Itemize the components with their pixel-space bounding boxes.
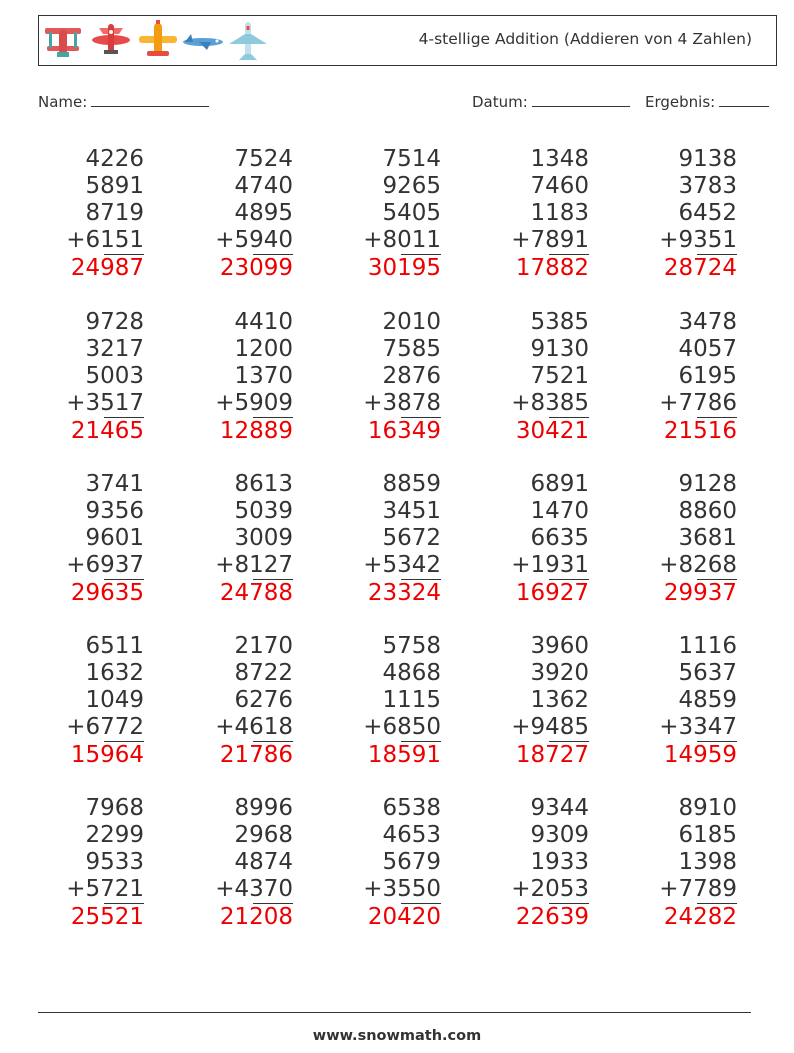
addend-with-plus: +7786 [659, 390, 737, 416]
addition-problem [34, 633, 144, 768]
addition-problem [34, 795, 144, 930]
answer: 16927 [515, 580, 589, 606]
addend: 9265 [382, 173, 441, 199]
addend: 1933 [530, 849, 589, 875]
addend-with-plus: +8385 [511, 390, 589, 416]
date-label: Datum: [472, 93, 528, 111]
answer: 21516 [663, 418, 737, 444]
addend: 2299 [85, 822, 144, 848]
addend: 9130 [530, 336, 589, 362]
addend: 7514 [382, 146, 441, 172]
addend: 1116 [678, 633, 737, 659]
addend-with-plus: +4370 [215, 876, 293, 902]
addend-with-plus: +3878 [363, 390, 441, 416]
addend: 3478 [678, 309, 737, 335]
addend: 1348 [530, 146, 589, 172]
answer: 14959 [663, 742, 737, 768]
addend-with-plus: +6151 [66, 227, 144, 253]
addend: 1470 [530, 498, 589, 524]
addend-with-plus: +5721 [66, 876, 144, 902]
answer: 30421 [515, 418, 589, 444]
name-label: Name: [38, 93, 88, 111]
answer: 21208 [219, 904, 293, 930]
addition-problem [479, 633, 589, 768]
addend: 8613 [234, 471, 293, 497]
addition-problem [34, 146, 144, 281]
addend-with-plus: +2053 [511, 876, 589, 902]
addend: 5385 [530, 309, 589, 335]
answer: 23099 [219, 255, 293, 281]
addend: 6195 [678, 363, 737, 389]
addition-problem [331, 795, 441, 930]
addend: 5758 [382, 633, 441, 659]
addend: 4653 [382, 822, 441, 848]
addend: 5405 [382, 200, 441, 226]
addend: 3217 [85, 336, 144, 362]
addend: 5003 [85, 363, 144, 389]
addend: 5679 [382, 849, 441, 875]
addend: 2876 [382, 363, 441, 389]
addend: 1183 [530, 200, 589, 226]
addend: 9128 [678, 471, 737, 497]
answer: 23324 [367, 580, 441, 606]
addition-problem [183, 146, 293, 281]
addend: 8722 [234, 660, 293, 686]
addend: 1049 [85, 687, 144, 713]
addition-problem [627, 309, 737, 444]
addend: 9533 [85, 849, 144, 875]
addend-with-plus: +8268 [659, 552, 737, 578]
addend: 8719 [85, 200, 144, 226]
addition-problem [183, 471, 293, 606]
footer-divider [38, 1012, 751, 1013]
answer: 18591 [367, 742, 441, 768]
addend: 3960 [530, 633, 589, 659]
addition-problem [331, 471, 441, 606]
addition-problem [627, 471, 737, 606]
answer: 29635 [70, 580, 144, 606]
addend: 9728 [85, 309, 144, 335]
addend: 5637 [678, 660, 737, 686]
addend-with-plus: +4618 [215, 714, 293, 740]
addend-with-plus: +5909 [215, 390, 293, 416]
addend: 4057 [678, 336, 737, 362]
addend-with-plus: +6937 [66, 552, 144, 578]
addend: 6538 [382, 795, 441, 821]
addend: 7460 [530, 173, 589, 199]
addend: 3920 [530, 660, 589, 686]
addend-with-plus: +9351 [659, 227, 737, 253]
addition-problem [479, 471, 589, 606]
answer: 25521 [70, 904, 144, 930]
addend-with-plus: +8127 [215, 552, 293, 578]
addend-with-plus: +5940 [215, 227, 293, 253]
answer: 17882 [515, 255, 589, 281]
addition-problem [479, 309, 589, 444]
addend-with-plus: +6772 [66, 714, 144, 740]
addend: 1362 [530, 687, 589, 713]
addend: 5891 [85, 173, 144, 199]
addend-with-plus: +5342 [363, 552, 441, 578]
addend: 9356 [85, 498, 144, 524]
addend: 9309 [530, 822, 589, 848]
answer: 20420 [367, 904, 441, 930]
answer: 18727 [515, 742, 589, 768]
addend: 4874 [234, 849, 293, 875]
answer: 24788 [219, 580, 293, 606]
footer-site: www.snowmath.com [312, 1028, 482, 1044]
addend: 1632 [85, 660, 144, 686]
addend: 4868 [382, 660, 441, 686]
addend-with-plus: +3550 [363, 876, 441, 902]
addend: 9138 [678, 146, 737, 172]
answer: 15964 [70, 742, 144, 768]
addition-problem [34, 309, 144, 444]
addition-problem [331, 309, 441, 444]
addend: 3783 [678, 173, 737, 199]
addend: 9344 [530, 795, 589, 821]
answer: 28724 [663, 255, 737, 281]
addition-problem [627, 795, 737, 930]
addend: 5039 [234, 498, 293, 524]
answer: 21465 [70, 418, 144, 444]
addend: 3009 [234, 525, 293, 551]
addend: 6185 [678, 822, 737, 848]
answer: 30195 [367, 255, 441, 281]
addend-with-plus: +8011 [363, 227, 441, 253]
addition-problem [479, 146, 589, 281]
addend: 7524 [234, 146, 293, 172]
addition-problem [331, 633, 441, 768]
addend: 3741 [85, 471, 144, 497]
answer: 12889 [219, 418, 293, 444]
addend: 6511 [85, 633, 144, 659]
addend: 7968 [85, 795, 144, 821]
addend: 4859 [678, 687, 737, 713]
addend: 5672 [382, 525, 441, 551]
answer: 24282 [663, 904, 737, 930]
addend: 4410 [234, 309, 293, 335]
addend: 1200 [234, 336, 293, 362]
answer: 29937 [663, 580, 737, 606]
addition-problem [627, 146, 737, 281]
addend: 6452 [678, 200, 737, 226]
addend: 1370 [234, 363, 293, 389]
answer: 21786 [219, 742, 293, 768]
addend-with-plus: +9485 [511, 714, 589, 740]
addend: 2170 [234, 633, 293, 659]
addend: 4226 [85, 146, 144, 172]
addition-problem [627, 633, 737, 768]
addend: 4740 [234, 173, 293, 199]
addend: 6635 [530, 525, 589, 551]
addend-with-plus: +7891 [511, 227, 589, 253]
addition-problem [34, 471, 144, 606]
addend: 2968 [234, 822, 293, 848]
addend: 8996 [234, 795, 293, 821]
addend: 3451 [382, 498, 441, 524]
addend: 7585 [382, 336, 441, 362]
answer: 24987 [70, 255, 144, 281]
addend: 6276 [234, 687, 293, 713]
addend-with-plus: +3347 [659, 714, 737, 740]
addition-problem [183, 633, 293, 768]
addend: 9601 [85, 525, 144, 551]
addend: 1115 [382, 687, 441, 713]
answer: 22639 [515, 904, 589, 930]
addition-problem [183, 309, 293, 444]
addend: 3681 [678, 525, 737, 551]
addend-with-plus: +7789 [659, 876, 737, 902]
addend: 7521 [530, 363, 589, 389]
addend: 2010 [382, 309, 441, 335]
addition-problem [331, 146, 441, 281]
addend: 8860 [678, 498, 737, 524]
answer: 16349 [367, 418, 441, 444]
addend: 1398 [678, 849, 737, 875]
addend-with-plus: +3517 [66, 390, 144, 416]
page-title: 4-stellige Addition (Addieren von 4 Zahlen) [418, 30, 752, 48]
result-label: Ergebnis: [645, 93, 716, 111]
addend-with-plus: +1931 [511, 552, 589, 578]
addition-problem [183, 795, 293, 930]
addend: 6891 [530, 471, 589, 497]
addition-problem [479, 795, 589, 930]
addend: 8910 [678, 795, 737, 821]
addend: 4895 [234, 200, 293, 226]
addend-with-plus: +6850 [363, 714, 441, 740]
addend: 8859 [382, 471, 441, 497]
